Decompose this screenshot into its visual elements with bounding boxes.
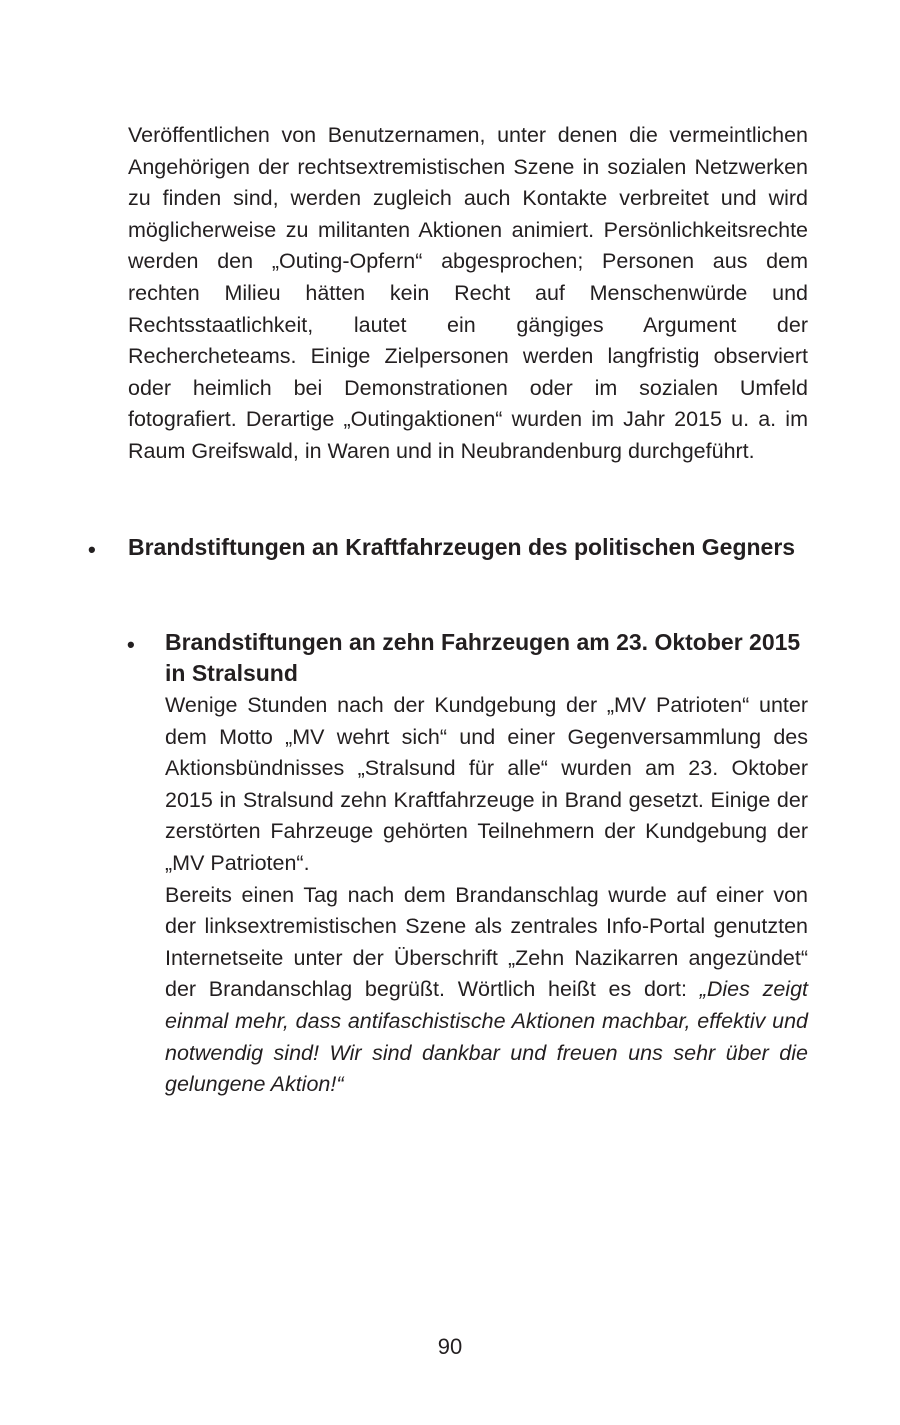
- section-bullet: •: [88, 537, 96, 562]
- subsection-heading: Brandstiftungen an zehn Fahrzeugen am 23. Oktober 2015 in Stralsund: [165, 629, 801, 686]
- paragraph-2-quote: „Dies zeigt einmal mehr, dass antifaschistische Aktionen machbar, effektiv und notwendig sind! Wir sind dankbar und freuen uns sehr über die gelungene Aktion!“: [165, 977, 808, 1097]
- page-number: 90: [437, 1334, 463, 1359]
- subsection-paragraph-2: [165, 880, 808, 1101]
- intro-paragraph: Veröffentlichen von Benutzernamen, unter denen die vermeintlichen Angehörigen der rechtsextremistischen Szene in sozialen Netzwerken zu finden sind, werden zugleich auch Kontakte verbreitet und wird möglicherweise zu militanten Aktionen animiert. Persönlichkeitsrechte werden den „Outing-Opfern“ abgesprochen; Personen aus dem rechten Milieu hätten kein Recht auf Menschenwürde und Rechtsstaatlichkeit, lautet ein gängiges Argument der Rechercheteams. Einige Zielpersonen werden langfristig observiert oder heimlich bei Demonstrationen oder im sozialen Umfeld fotografiert. Derartige „Outingaktionen“ wurden im Jahr 2015 u. a. im Raum Greifswald, in Waren und in Neubrandenburg durchgeführt.: [128, 123, 808, 463]
- subsection-body: [165, 690, 808, 1101]
- paragraph-2-lead: Bereits einen Tag nach dem Brandanschlag wurde auf einer von der linksextremistischen Szene als zentrales Info-Portal genutzten Internetseite unter der Überschrift „Zehn Nazikarren angezündet“ der Brandanschlag begrüßt. Wörtlich heißt es dort:: [165, 882, 808, 1002]
- subsection-paragraph-1: Wenige Stunden nach der Kundgebung der „MV Patrioten“ unter dem Motto „MV wehrt sich“ und einer Gegenversammlung des Aktionsbündnisses „Stralsund für alle“ wurden am 23. Oktober 2015 in Stralsund zehn Kraftfahrzeuge in Brand gesetzt. Einige der zerstörten Fahrzeuge gehörten Teilnehmern der Kundgebung der „MV Patrioten“.: [165, 693, 808, 875]
- section-heading: Brandstiftungen an Kraftfahrzeugen des politischen Gegners: [128, 534, 796, 560]
- subsection-bullet: •: [127, 632, 135, 657]
